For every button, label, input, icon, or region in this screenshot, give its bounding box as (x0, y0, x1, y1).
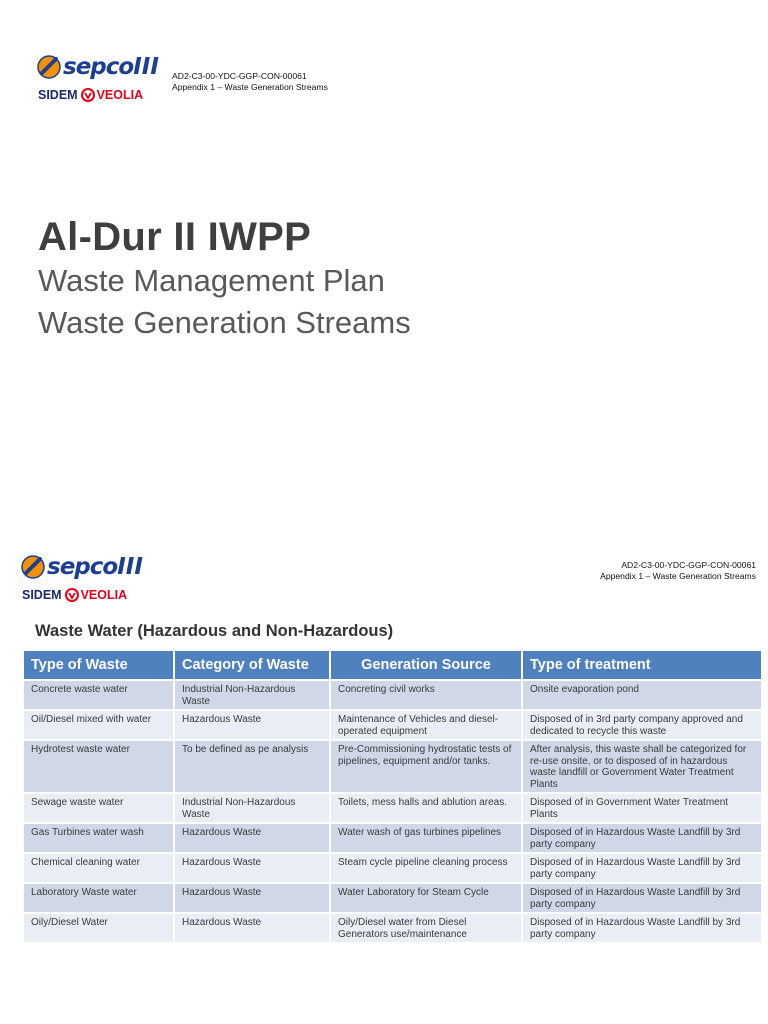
column-header-category: Category of Waste (174, 651, 330, 680)
column-header-source: Generation Source (330, 651, 522, 680)
sepco-logo (20, 552, 143, 582)
sepco-emblem-icon (36, 54, 62, 80)
cell-category: Hazardous Waste (174, 913, 330, 943)
company-logos (20, 552, 143, 602)
cell-category: Industrial Non-Hazardous Waste (174, 680, 330, 710)
table-row (24, 680, 762, 710)
document-code: AD2-C3-00-YDC-GGP-CON-00061 (621, 560, 756, 570)
document-appendix: Appendix 1 – Waste Generation Streams (600, 571, 756, 581)
table-row (24, 913, 762, 943)
page-title: Al-Dur II IWPP (38, 215, 312, 259)
cell-category: Hazardous Waste (174, 823, 330, 853)
cell-treatment: After analysis, this waste shall be categorized for re-use onsite, or to disposed of in hazardous waste landfill or Government Water Treatment Plants (522, 740, 762, 793)
cell-type: Gas Turbines water wash (24, 823, 174, 853)
cell-type: Sewage waste water (24, 793, 174, 823)
table-row (24, 710, 762, 740)
sidem-wordmark: SIDEM (38, 88, 78, 102)
document-code: AD2-C3-00-YDC-GGP-CON-00061 (172, 71, 307, 81)
sidem-veolia-logo (38, 88, 159, 102)
cell-type: Oil/Diesel mixed with water (24, 710, 174, 740)
document-reference (600, 560, 756, 582)
veolia-emblem-icon (81, 88, 95, 102)
sidem-wordmark: SIDEM (22, 588, 62, 602)
cell-category: Hazardous Waste (174, 883, 330, 913)
cell-type: Chemical cleaning water (24, 853, 174, 883)
cell-source: Oily/Diesel water from Diesel Generators use/maintenance (330, 913, 522, 943)
cell-treatment: Disposed of in Hazardous Waste Landfill by 3rd party company (522, 913, 762, 943)
section-title: Waste Water (Hazardous and Non-Hazardous) (35, 622, 394, 640)
cell-source: Concreting civil works (330, 680, 522, 710)
cell-source: Water Laboratory for Steam Cycle (330, 883, 522, 913)
table-header-row (24, 651, 762, 680)
cell-source: Pre-Commissioning hydrostatic tests of pipelines, equipment and/or tanks. (330, 740, 522, 793)
cell-type: Concrete waste water (24, 680, 174, 710)
cell-treatment: Onsite evaporation pond (522, 680, 762, 710)
sidem-veolia-logo (22, 588, 143, 602)
cover-title-block (38, 214, 411, 344)
cell-type: Oily/Diesel Water (24, 913, 174, 943)
cell-source: Steam cycle pipeline cleaning process (330, 853, 522, 883)
waste-streams-table (24, 651, 763, 944)
cell-type: Hydrotest waste water (24, 740, 174, 793)
table-row (24, 853, 762, 883)
cell-treatment: Disposed of in 3rd party company approved and dedicated to recycle this waste (522, 710, 762, 740)
veolia-emblem-icon (65, 588, 79, 602)
cell-category: To be defined as pe analysis (174, 740, 330, 793)
document-reference (172, 71, 328, 93)
cell-type: Laboratory Waste water (24, 883, 174, 913)
sepco-wordmark: sepcoIII (47, 554, 143, 580)
cell-treatment: Disposed of in Government Water Treatment Plants (522, 793, 762, 823)
subtitle-streams: Waste Generation Streams (38, 305, 411, 340)
cell-treatment: Disposed of in Hazardous Waste Landfill by 3rd party company (522, 853, 762, 883)
sepco-logo (36, 52, 159, 82)
table-row (24, 823, 762, 853)
sepco-emblem-icon (20, 554, 46, 580)
cell-treatment: Disposed of in Hazardous Waste Landfill by 3rd party company (522, 823, 762, 853)
document-appendix: Appendix 1 – Waste Generation Streams (172, 82, 328, 92)
veolia-wordmark: VEOLIA (80, 588, 128, 602)
table-row (24, 883, 762, 913)
column-header-type: Type of Waste (24, 651, 174, 680)
cell-treatment: Disposed of in Hazardous Waste Landfill by 3rd party company (522, 883, 762, 913)
table-row (24, 793, 762, 823)
table-row (24, 740, 762, 793)
subtitle-plan: Waste Management Plan (38, 263, 385, 298)
company-logos (36, 52, 159, 102)
column-header-treatment: Type of treatment (522, 651, 762, 680)
sepco-wordmark: sepcoIII (63, 54, 159, 80)
cell-category: Hazardous Waste (174, 710, 330, 740)
cell-category: Hazardous Waste (174, 853, 330, 883)
cell-source: Toilets, mess halls and ablution areas. (330, 793, 522, 823)
cell-source: Maintenance of Vehicles and diesel-operated equipment (330, 710, 522, 740)
cell-category: Industrial Non-Hazardous Waste (174, 793, 330, 823)
cell-source: Water wash of gas turbines pipelines (330, 823, 522, 853)
veolia-wordmark: VEOLIA (96, 88, 144, 102)
